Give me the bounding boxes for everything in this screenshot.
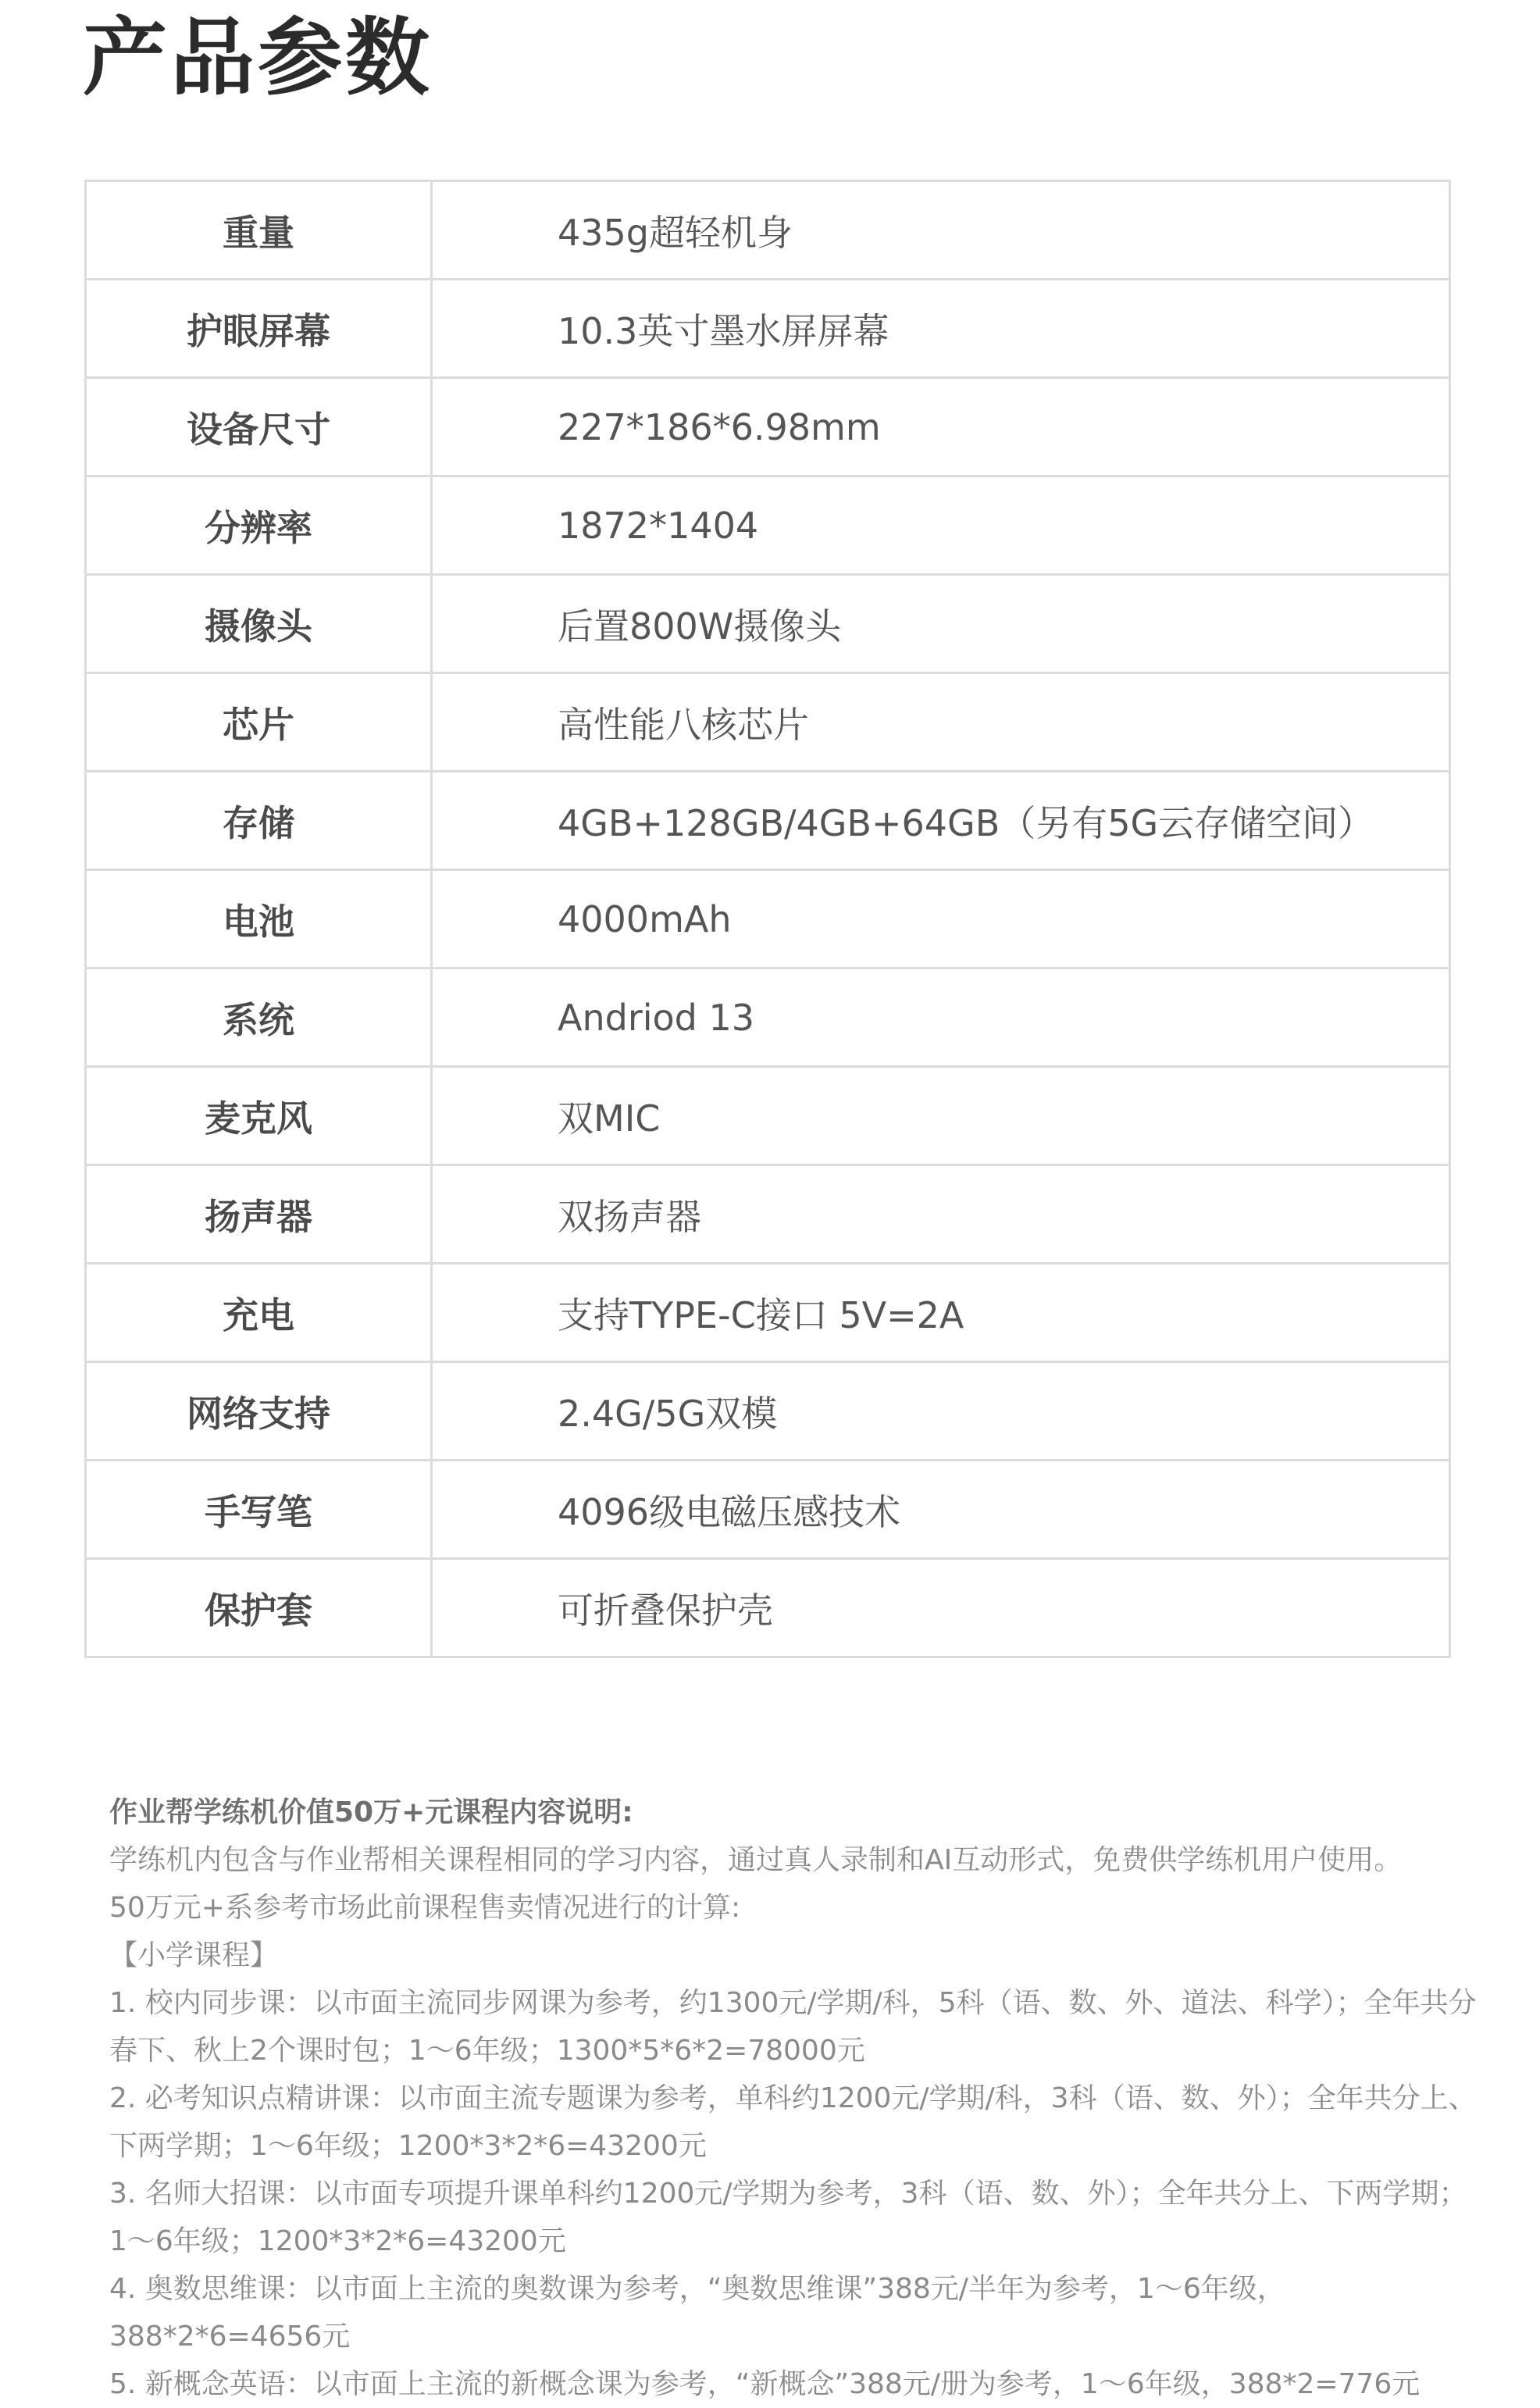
spec-table — [84, 180, 1451, 1658]
notes-item: 3. 名师大招课：以市面专项提升课单科约1200元/学期为参考，3科（语、数、外）；全年共分上、下两学期；1～6年级；1200*3*2*6=43200元 — [109, 2178, 1467, 2257]
spec-label: 充电 — [86, 1264, 432, 1362]
spec-value: 2.4G/5G双模 — [432, 1362, 1450, 1461]
spec-label: 系统 — [86, 969, 432, 1067]
spec-row — [86, 1165, 1450, 1264]
spec-label: 手写笔 — [86, 1461, 432, 1559]
spec-value: 后置800W摄像头 — [432, 575, 1450, 673]
spec-row — [86, 1559, 1450, 1657]
spec-label: 摄像头 — [86, 575, 432, 673]
spec-row — [86, 1362, 1450, 1461]
notes-item: 5. 新概念英语：以市面上主流的新概念课为参考，“新概念”388元/册为参考，1～6年级，388*2=776元 — [109, 2368, 1421, 2400]
notes-section-title: 【小学课程】 — [109, 1939, 279, 1971]
spec-label: 网络支持 — [86, 1362, 432, 1461]
notes-item: 2. 必考知识点精讲课：以市面主流专题课为参考，单科约1200元/学期/科，3科（语、数、外）；全年共分上、下两学期；1～6年级；1200*3*2*6=43200元 — [109, 2082, 1477, 2162]
spec-value: 1872*1404 — [432, 476, 1450, 575]
spec-row — [86, 1461, 1450, 1559]
spec-label: 存储 — [86, 772, 432, 870]
spec-row — [86, 1067, 1450, 1165]
spec-value: 227*186*6.98mm — [432, 378, 1450, 476]
spec-value: 435g超轻机身 — [432, 181, 1450, 280]
notes-item: 4. 奥数思维课：以市面上主流的奥数课为参考，“奥数思维课”388元/半年为参考，1～6年级，388*2*6=4656元 — [109, 2273, 1285, 2353]
spec-row — [86, 772, 1450, 870]
spec-label: 设备尺寸 — [86, 378, 432, 476]
spec-row — [86, 969, 1450, 1067]
spec-value: 10.3英寸墨水屏屏幕 — [432, 280, 1450, 378]
spec-value: 4000mAh — [432, 870, 1450, 969]
spec-value: 支持TYPE-C接口 5V=2A — [432, 1264, 1450, 1362]
spec-label: 护眼屏幕 — [86, 280, 432, 378]
spec-row — [86, 673, 1450, 772]
spec-row — [86, 870, 1450, 969]
spec-label: 扬声器 — [86, 1165, 432, 1264]
spec-row — [86, 280, 1450, 378]
spec-value: 高性能八核芯片 — [432, 673, 1450, 772]
notes-item: 1. 校内同步课：以市面主流同步网课为参考，约1300元/学期/科，5科（语、数、外、道法、科学）；全年共分春下、秋上2个课时包；1～6年级；1300*5*6*2=78000元 — [109, 1987, 1477, 2067]
spec-table-body — [86, 181, 1450, 1657]
spec-row — [86, 181, 1450, 280]
spec-label: 保护套 — [86, 1559, 432, 1657]
spec-label: 电池 — [86, 870, 432, 969]
spec-value: 双扬声器 — [432, 1165, 1450, 1264]
spec-value: 4GB+128GB/4GB+64GB（另有5G云存储空间） — [432, 772, 1450, 870]
spec-value: 双MIC — [432, 1067, 1450, 1165]
spec-row — [86, 378, 1450, 476]
spec-value: Andriod 13 — [432, 969, 1450, 1067]
page-title: 产品参数 — [83, 9, 433, 107]
spec-value: 可折叠保护壳 — [432, 1559, 1450, 1657]
notes-heading: 作业帮学练机价值50万+元课程内容说明: — [109, 1796, 633, 1828]
spec-label: 麦克风 — [86, 1067, 432, 1165]
spec-value: 4096级电磁压感技术 — [432, 1461, 1450, 1559]
spec-row — [86, 476, 1450, 575]
spec-row — [86, 575, 1450, 673]
notes-intro-calculation: 50万元+系参考市场此前课程售卖情况进行的计算: — [109, 1892, 741, 1924]
spec-label: 重量 — [86, 181, 432, 280]
course-notes — [109, 1789, 1484, 2408]
notes-intro: 学练机内包含与作业帮相关课程相同的学习内容，通过真人录制和AI互动形式，免费供学练机用户使用。 — [109, 1844, 1403, 1876]
spec-label: 芯片 — [86, 673, 432, 772]
spec-label: 分辨率 — [86, 476, 432, 575]
spec-row — [86, 1264, 1450, 1362]
